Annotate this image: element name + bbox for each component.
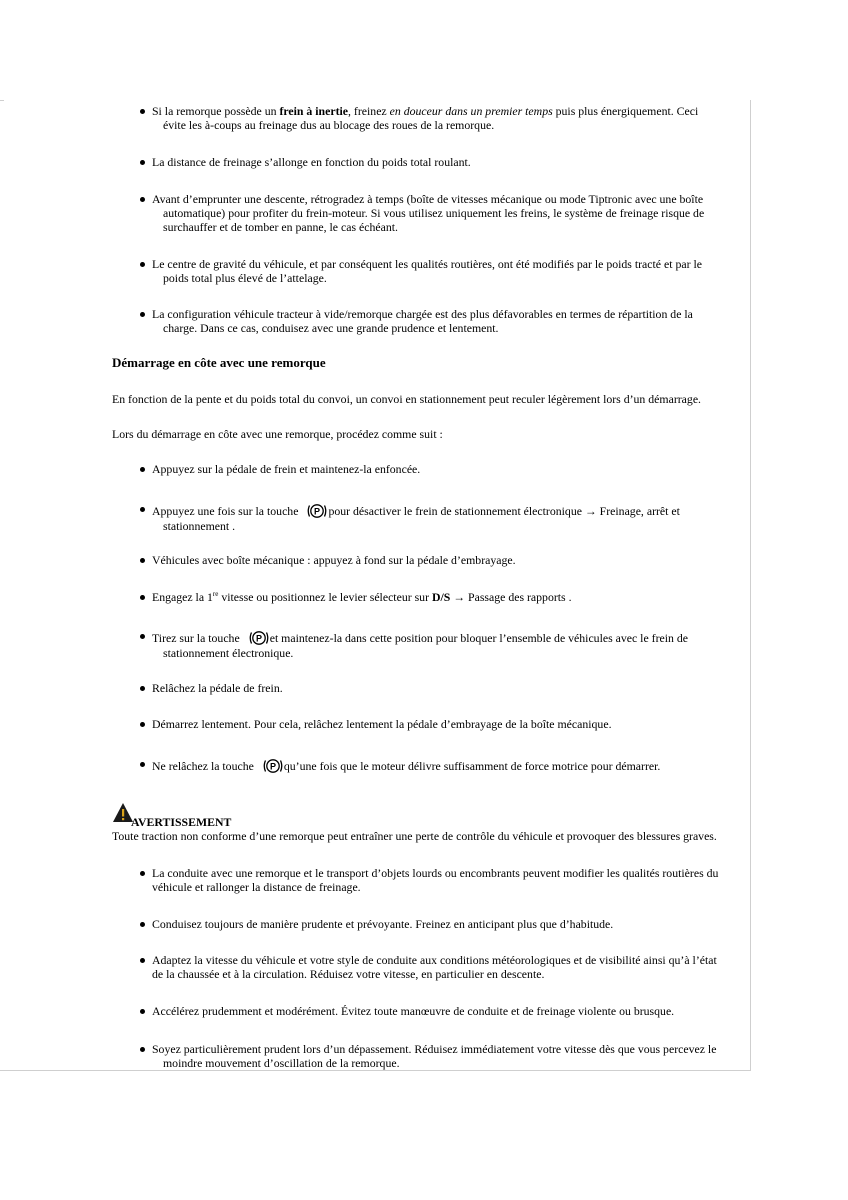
bullet-icon bbox=[140, 595, 145, 600]
bullet-icon bbox=[140, 871, 145, 876]
bullet-icon bbox=[140, 1047, 145, 1052]
bullet-icon bbox=[140, 160, 145, 165]
list-item: Adaptez la vitesse du véhicule et votre style de conduite aux conditions météorologiques et de visibilité ainsi qu’à l’état de la chaussée et à la circulation. Réduisez votre vitesse, en particulier en descente. bbox=[140, 953, 740, 981]
svg-text:P: P bbox=[255, 633, 262, 644]
list-item: La distance de freinage s’allonge en fonction du poids total roulant. bbox=[140, 155, 740, 169]
bullet-icon bbox=[140, 686, 145, 691]
list-item: Véhicules avec boîte mécanique : appuyez à fond sur la pédale d’embrayage. bbox=[140, 553, 740, 567]
list-item: Engagez la 1re vitesse ou positionnez le levier sélecteur sur D/S → Passage des rapports . bbox=[140, 590, 740, 604]
list-item: La configuration véhicule tracteur à vide/remorque chargée est des plus défavorables en termes de répartition de la charge. Dans ce cas, conduisez avec une grande prudence et lentement. bbox=[140, 307, 740, 335]
paragraph: Lors du démarrage en côte avec une remorque, procédez comme suit : bbox=[112, 427, 443, 441]
list-item: Démarrez lentement. Pour cela, relâchez lentement la pédale d’embrayage de la boîte mécanique. bbox=[140, 717, 740, 731]
parking-brake-icon bbox=[306, 502, 326, 519]
svg-text:P: P bbox=[314, 506, 321, 517]
bullet-icon bbox=[140, 922, 145, 927]
bullet-icon bbox=[140, 109, 145, 114]
list-item: Tirez sur la touche P et maintenez-la dans cette position pour bloquer l’ensemble de véhicules avec le frein de stationnement électronique. bbox=[140, 629, 740, 660]
bullet-icon bbox=[140, 262, 145, 267]
bullet-icon bbox=[140, 722, 145, 727]
bullet-icon bbox=[140, 558, 145, 563]
bullet-icon bbox=[140, 467, 145, 472]
bullet-icon bbox=[140, 762, 145, 767]
bullet-icon bbox=[140, 507, 145, 512]
warning-title: AVERTISSEMENT bbox=[131, 815, 232, 829]
list-item: Appuyez sur la pédale de frein et maintenez-la enfoncée. bbox=[140, 462, 740, 476]
list-item: La conduite avec une remorque et le transport d’objets lourds ou encombrants peuvent modifier les qualités routières du véhicule et rallonger la distance de freinage. bbox=[140, 866, 740, 894]
bullet-icon bbox=[140, 197, 145, 202]
list-item: Ne relâchez la touche P qu’une fois que le moteur délivre suffisamment de force motrice pour démarrer. bbox=[140, 757, 740, 774]
bullet-icon bbox=[140, 312, 145, 317]
list-item: Appuyez une fois sur la touche P pour désactiver le frein de stationnement électronique → Freinage, arrêt et stationnement . bbox=[140, 502, 740, 533]
list-item: Relâchez la pédale de frein. bbox=[140, 681, 740, 695]
warning-header bbox=[112, 802, 312, 828]
list-item: Si la remorque possède un frein à inertie, freinez en douceur dans un premier temps puis plus énergiquement. Ceci évite les à-coups au freinage dus au blocage des roues de la remorque. bbox=[140, 104, 740, 132]
bullet-icon bbox=[140, 634, 145, 639]
warning-intro: Toute traction non conforme d’une remorque peut entraîner une perte de contrôle du véhicule et provoquer des blessures graves. bbox=[112, 829, 717, 843]
bullet-icon bbox=[140, 958, 145, 963]
parking-brake-icon bbox=[248, 629, 268, 646]
paragraph: En fonction de la pente et du poids total du convoi, un convoi en stationnement peut reculer légèrement lors d’un démarrage. bbox=[112, 392, 702, 406]
svg-text:P: P bbox=[269, 761, 276, 772]
parking-brake-icon bbox=[262, 757, 282, 774]
list-item: Avant d’emprunter une descente, rétrogradez à temps (boîte de vitesses mécanique ou mode Tiptronic avec une boîte automatique) pour profiter du frein-moteur. Si vous utilisez uniquement les freins, le système de freinage risque de surchauffer et de tomber en panne, le cas échéant. bbox=[140, 192, 740, 234]
section-heading: Démarrage en côte avec une remorque bbox=[112, 355, 326, 370]
list-item: Accélérez prudemment et modérément. Évitez toute manœuvre de conduite et de freinage violente ou brusque. bbox=[140, 1004, 740, 1018]
frame-corner bbox=[0, 100, 4, 101]
bullet-icon bbox=[140, 1009, 145, 1014]
list-item: Le centre de gravité du véhicule, et par conséquent les qualités routières, ont été modifiés par le poids tracté et par le poids total plus élevé de l’attelage. bbox=[140, 257, 740, 285]
list-item: Conduisez toujours de manière prudente et prévoyante. Freinez en anticipant plus que d’habitude. bbox=[140, 917, 740, 931]
list-item: Soyez particulièrement prudent lors d’un dépassement. Réduisez immédiatement votre vitesse dès que vous percevez le moindre mouvement d’oscillation de la remorque. bbox=[140, 1042, 740, 1070]
